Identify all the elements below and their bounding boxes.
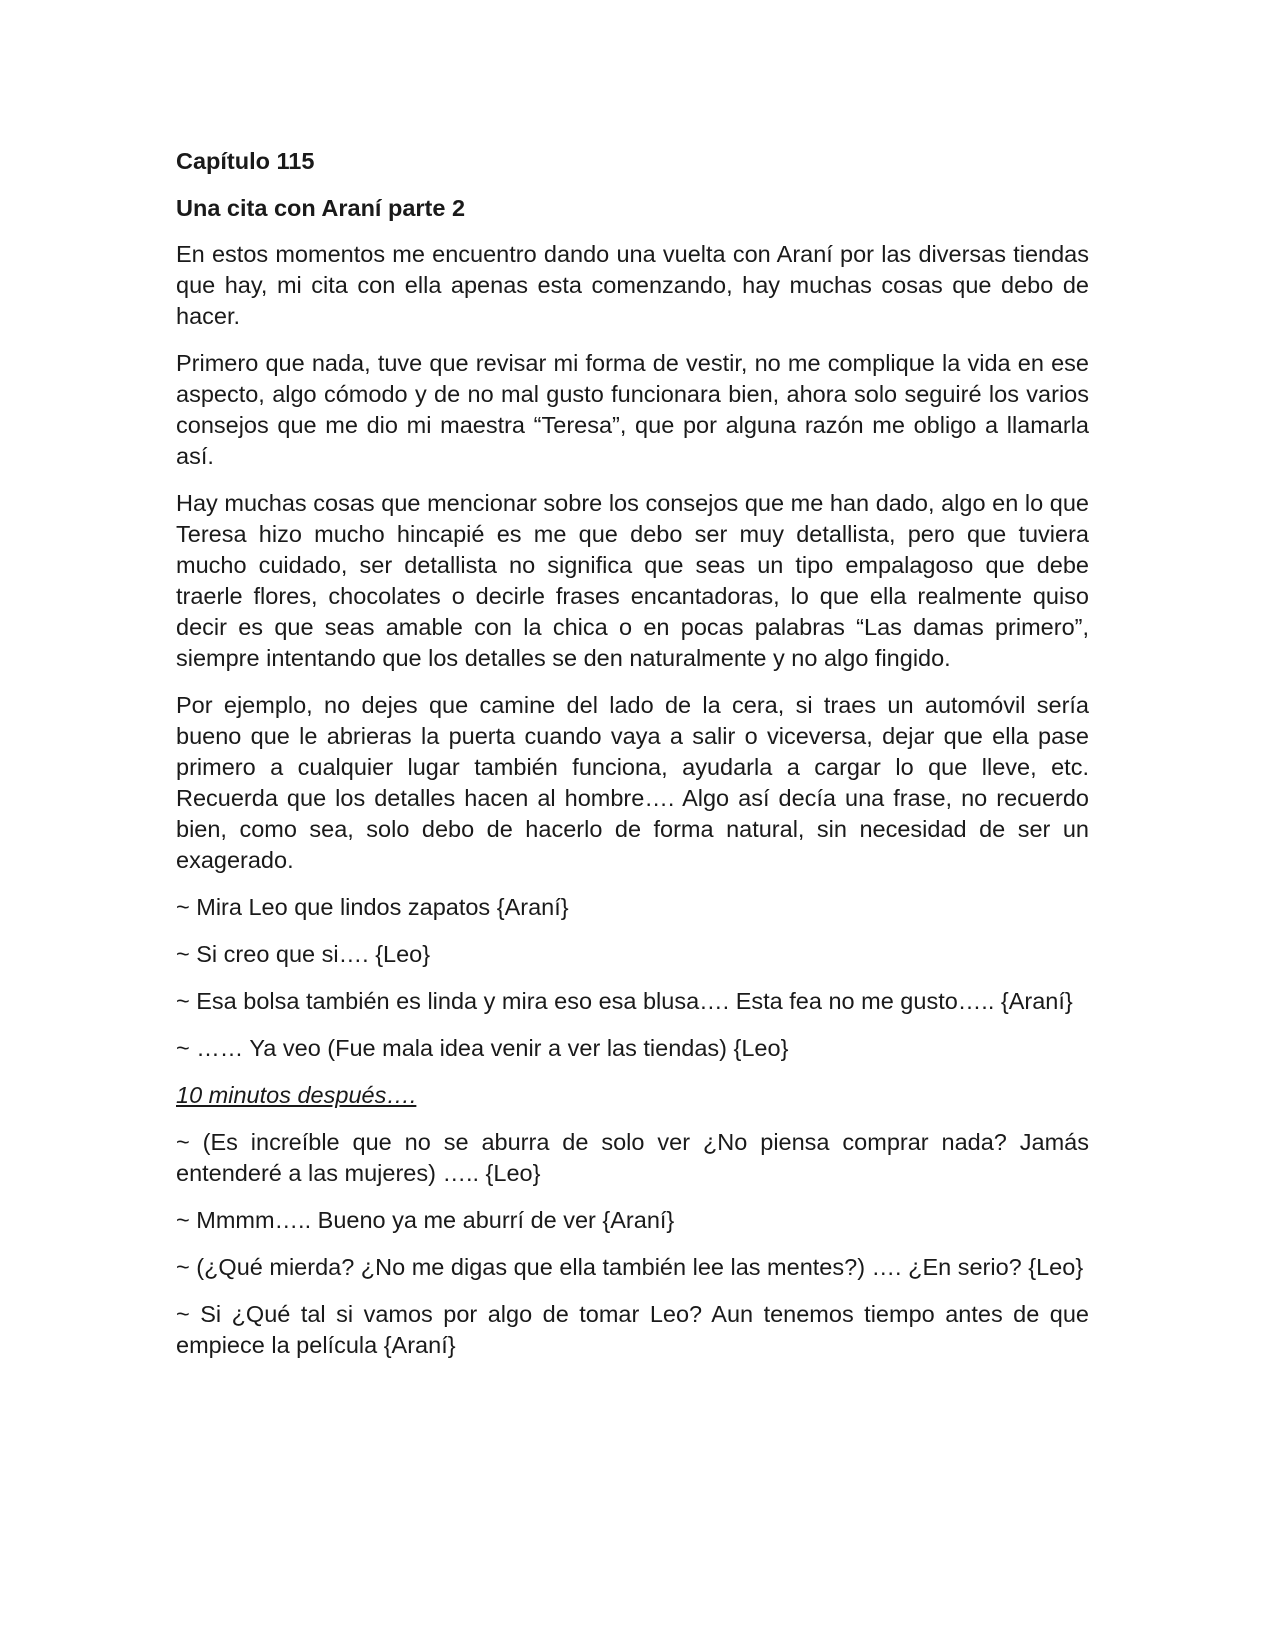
dialogue-line: ~ Si creo que si…. {Leo} (176, 941, 431, 967)
paragraph: Por ejemplo, no dejes que camine del lado de la cera, si traes un automóvil sería bueno que le abrieras la puerta cuando vaya a salir o viceversa, dejar que ella pase primero a cualquier lugar también funciona, ayudarla a cargar lo que lleve, etc. Recuerda que los detalles hacen al hombre…. Algo así decía una frase, no recuerdo bien, como sea, solo debo de hacerlo de forma natural, sin necesidad de ser un exagerado. (176, 692, 1089, 873)
dialogue-line: ~ Mira Leo que lindos zapatos {Araní} (176, 894, 569, 920)
dialogue-line: ~ (Es increíble que no se aburra de solo ver ¿No piensa comprar nada? Jamás entenderé a las mujeres) ….. {Leo} (176, 1129, 1089, 1186)
document-body (176, 146, 1089, 1377)
dialogue-line: ~ (¿Qué mierda? ¿No me digas que ella también lee las mentes?) …. ¿En serio? {Leo} (176, 1254, 1084, 1280)
paragraph: Hay muchas cosas que mencionar sobre los consejos que me han dado, algo en lo que Teresa hizo mucho hincapié es me que debo ser muy detallista, pero que tuviera mucho cuidado, ser detallista no significa que seas un tipo empalagoso que debe traerle flores, chocolates o decirle frases encantadoras, lo que ella realmente quiso decir es que seas amable con la chica o en pocas palabras “Las damas primero”, siempre intentando que los detalles se den naturalmente y no algo fingido. (176, 490, 1089, 671)
scene-break: 10 minutos después…. (176, 1082, 417, 1108)
dialogue-line: ~ …… Ya veo (Fue mala idea venir a ver las tiendas) {Leo} (176, 1035, 789, 1061)
paragraph: Primero que nada, tuve que revisar mi forma de vestir, no me complique la vida en ese aspecto, algo cómodo y de no mal gusto funcionara bien, ahora solo seguiré los varios consejos que me dio mi maestra “Teresa”, que por alguna razón me obligo a llamarla así. (176, 350, 1089, 469)
chapter-subtitle: Una cita con Araní parte 2 (176, 195, 466, 221)
dialogue-line: ~ Esa bolsa también es linda y mira eso esa blusa…. Esta fea no me gusto….. {Araní} (176, 988, 1073, 1014)
paragraph: En estos momentos me encuentro dando una vuelta con Araní por las diversas tiendas que hay, mi cita con ella apenas esta comenzando, hay muchas cosas que debo de hacer. (176, 241, 1089, 329)
chapter-title: Capítulo 115 (176, 148, 315, 174)
dialogue-line: ~ Mmmm….. Bueno ya me aburrí de ver {Araní} (176, 1207, 675, 1233)
dialogue-line: ~ Si ¿Qué tal si vamos por algo de tomar Leo? Aun tenemos tiempo antes de que empiece la película {Araní} (176, 1301, 1089, 1358)
